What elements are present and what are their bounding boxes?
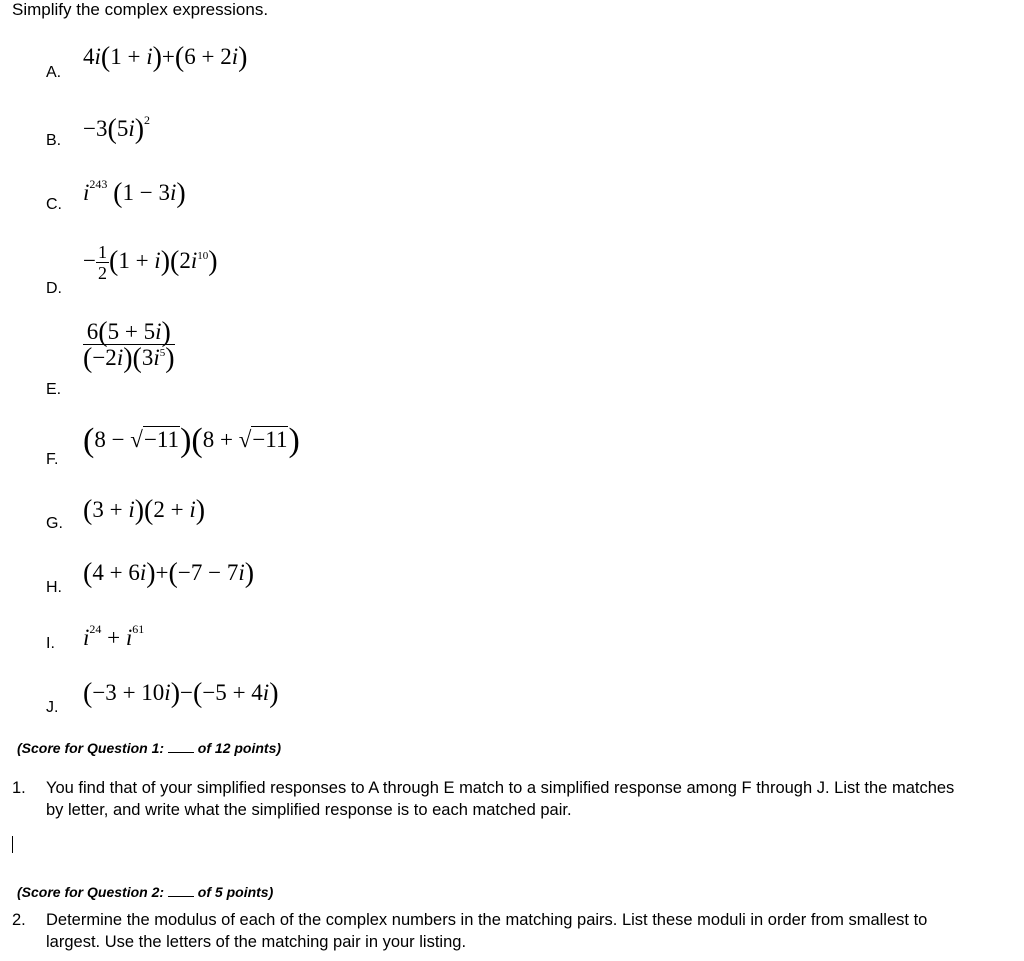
score-blank-1[interactable] — [168, 740, 194, 753]
question-1: 1. You find that of your simplified responses to A through E match to a simplified response among F through J. List the matches by letter, and write what the simplified response is to each matched pair. — [12, 779, 955, 819]
score-question-2: (Score for Question 2: of 5 points) — [17, 884, 274, 900]
item-letter-h: H. — [46, 579, 62, 596]
item-letter-i: I. — [46, 635, 55, 652]
expression-f: (8 − √−11)(8 + √−11) — [83, 422, 300, 459]
question-2: 2. Determine the modulus of each of the complex numbers in the matching pairs. List these moduli in order from smallest to largest. Use the letters of the matching pair in your listing. — [12, 911, 928, 951]
expression-b: $-3(5i)^2$ — [83, 113, 151, 145]
item-letter-b: B. — [46, 132, 62, 149]
item-letter-j: J. — [46, 699, 59, 716]
score-blank-2[interactable] — [168, 884, 194, 897]
item-letter-e: E. — [46, 381, 62, 398]
expression-g: (3 + i)(2 + i) — [83, 495, 206, 526]
item-letter-g: G. — [46, 515, 63, 532]
expression-e: $\frac{6(5 + 5i)}{(-2i)(3i^5)}$ — [83, 317, 175, 374]
expression-c: $i^{243}$ (1 − 3i) — [83, 177, 186, 209]
text-cursor[interactable] — [12, 836, 13, 853]
expression-i: $i^{24} + i^{61}$ — [83, 622, 145, 650]
item-letter-c: C. — [46, 196, 62, 213]
item-letter-f: F. — [46, 451, 59, 468]
expression-d: − $\frac{1}{2}$ $(1 + i)(2i^{10})$ — [83, 242, 218, 283]
instructions-title: Simplify the complex expressions. — [12, 0, 269, 19]
item-letter-a: A. — [46, 64, 62, 81]
score-question-1: (Score for Question 1: of 12 points) — [17, 740, 282, 756]
expression-a: 4i(1 + i)+(6 + 2i) — [83, 42, 248, 73]
item-letter-d: D. — [46, 280, 62, 297]
expression-j: (−3 + 10i)−(−5 + 4i) — [83, 678, 279, 709]
expression-h: (4 + 6i)+(−7 − 7i) — [83, 558, 255, 589]
